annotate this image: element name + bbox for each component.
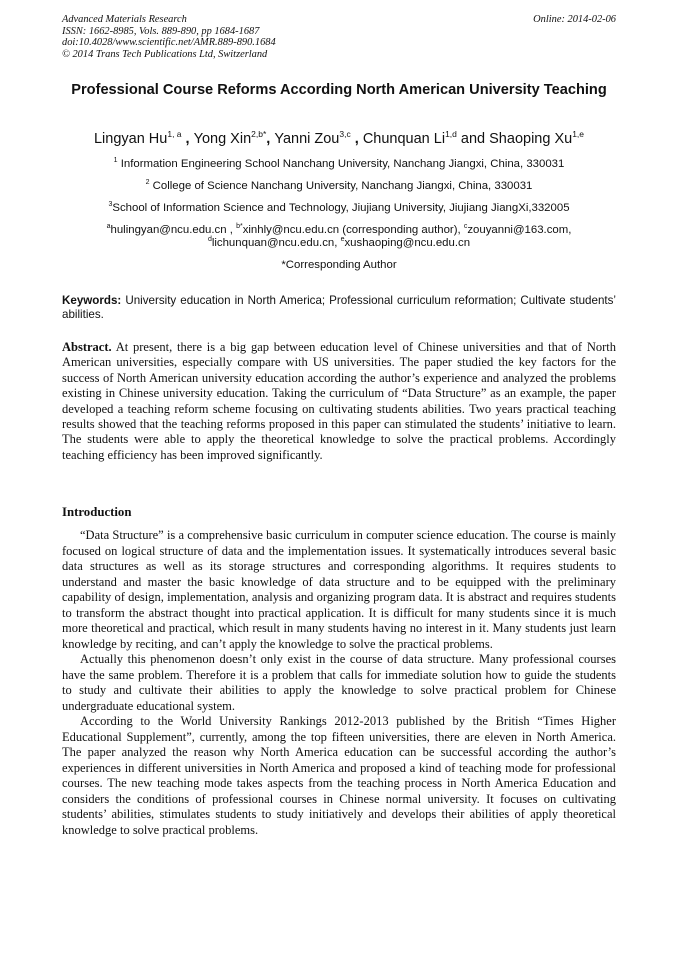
author-separator: ,: [181, 131, 194, 147]
author-affiliation-mark: 1,e: [572, 129, 585, 139]
doi-line: doi:10.4028/www.scientific.net/AMR.889-890.1684: [62, 37, 276, 49]
email-e: xushaoping@ncu.edu.cn: [344, 237, 471, 249]
journal-name: Advanced Materials Research: [62, 14, 187, 25]
section-heading-introduction: Introduction: [62, 505, 132, 519]
email-b: xinhly@ncu.edu.cn (corresponding author),: [242, 224, 461, 236]
author-name: Yong Xin: [193, 131, 252, 147]
email-d: lichunquan@ncu.edu.cn,: [211, 237, 338, 249]
email-line-2: [40, 237, 638, 250]
abstract: [62, 340, 616, 463]
affiliation-text: School of Information Science and Technology, Jiujiang University, Jiujiang JiangXi,332005: [112, 202, 570, 214]
corresponding-author-note: *Corresponding Author: [281, 259, 397, 271]
affiliation-mark: 1: [113, 157, 118, 164]
author-name: Shaoping Xu: [489, 131, 573, 147]
keywords-text: University education in North America; Professional curriculum reformation; Cultivate students’ abilities.: [62, 294, 616, 322]
abstract-text: At present, there is a big gap between education level of Chinese universities and that of North American universities, especially compare with US universities. The paper studied the key factors for the success of North American university education according the author’s experience and analyzed the problems existing in Chinese university education. Taking the curriculum of “Data Structure” as an example, the paper developed a teaching reform scheme focusing on cultivating students abilities. Two years practical teaching results showed that the teaching reforms proposed in this paper can stimulated the students’ initiative to learn. The students were able to apply the theoretical knowledge to solve the practical problems. Accordingly teaching efficiency has been improved significantly.: [62, 340, 616, 462]
author-name: Yanni Zou: [274, 131, 340, 147]
author-list: [40, 130, 638, 148]
author-name: Lingyan Hu: [93, 131, 168, 147]
affiliation-2: [40, 180, 638, 193]
affiliation-text: College of Science Nanchang University, Nanchang Jiangxi, China, 330031: [149, 180, 533, 192]
affiliation-text: Information Engineering School Nanchang University, Nanchang Jiangxi, China, 330031: [117, 158, 565, 170]
copyright-line: © 2014 Trans Tech Publications Ltd, Switzerland: [62, 48, 268, 60]
email-mark-a: a: [106, 223, 111, 230]
affiliation-mark: 2: [145, 179, 150, 186]
author-affiliation-mark: 3,c: [339, 129, 351, 139]
author-separator: and: [456, 131, 490, 147]
author-affiliation-mark: 2,b*: [251, 129, 267, 139]
email-a: hulingyan@ncu.edu.cn ,: [110, 224, 233, 236]
author-separator: ,: [350, 131, 363, 147]
keywords: [62, 294, 616, 322]
introduction-body: [62, 528, 616, 838]
email-mark-e: e: [340, 236, 345, 243]
author-separator: ,: [266, 131, 275, 147]
affiliation-1: [40, 158, 638, 171]
author-name: Chunquan Li: [362, 131, 446, 147]
email-mark-d: d: [207, 236, 212, 243]
issn-line: ISSN: 1662-8985, Vols. 889-890, pp 1684-1687: [62, 25, 260, 37]
paragraph: According to the World University Rankings 2012-2013 published by the British “Times Higher Educational Supplement”, currently, among the top fifteen universities, there are eleven in North America. The paper analyzed the reason why North America education can be successful according the author’s experiences in different universities in North America and proposed a kind of teaching mode for professional courses. The new teaching mode takes aspects from the teaching process in North America Education and considers the conditions of professional courses in Chinese normal university. It focuses on cultivating students’ abilities, stimulates students to study initiatively and develops their abilities of apply theoretical knowledge to solve practical problems.: [62, 714, 616, 837]
abstract-label: Abstract.: [62, 340, 112, 354]
affiliation-mark: 3: [108, 201, 113, 208]
author-affiliation-mark: 1,d: [445, 129, 457, 139]
email-mark-c: c: [463, 223, 468, 230]
paragraph: Actually this phenomenon doesn’t only exist in the course of data structure. Many professional courses have the same problem. Therefore it is a problem that calls for immediate solution how to guide the students to study and cultivate their abilities to apply the knowledge to solve practical problem for Chinese undergraduate educational system.: [62, 652, 616, 713]
author-affiliation-mark: 1, a: [167, 129, 182, 139]
email-line-1: [40, 224, 638, 237]
paragraph: “Data Structure” is a comprehensive basic curriculum in computer science education. The course is mainly focused on logical structure of data and the implementation issues. It systematically introduces several basic data structures as well as its storage structures and corresponding algorithms. It requires students to understand and master the basic knowledge of data structure and to be equipped with the preliminary capability of design, implementation, analysis and organizing program data. It is abstract and requires students to transform the abstract thought into practical application. It is difficult for many students since it is much more theoretical and practical, which result in many students having no interest in it. Many students just learn knowledge by reciting, and can’t apply the knowledge to solve the practical problems.: [62, 528, 616, 651]
affiliation-3: [40, 202, 638, 215]
email-mark-b: b*: [236, 223, 243, 230]
journal-header: [62, 14, 276, 60]
paper-title: Professional Course Reforms According North American University Teaching: [71, 82, 607, 98]
keywords-label: Keywords:: [62, 294, 122, 307]
online-date: Online: 2014-02-06: [533, 14, 616, 25]
email-c: zouyanni@163.com,: [467, 224, 572, 236]
